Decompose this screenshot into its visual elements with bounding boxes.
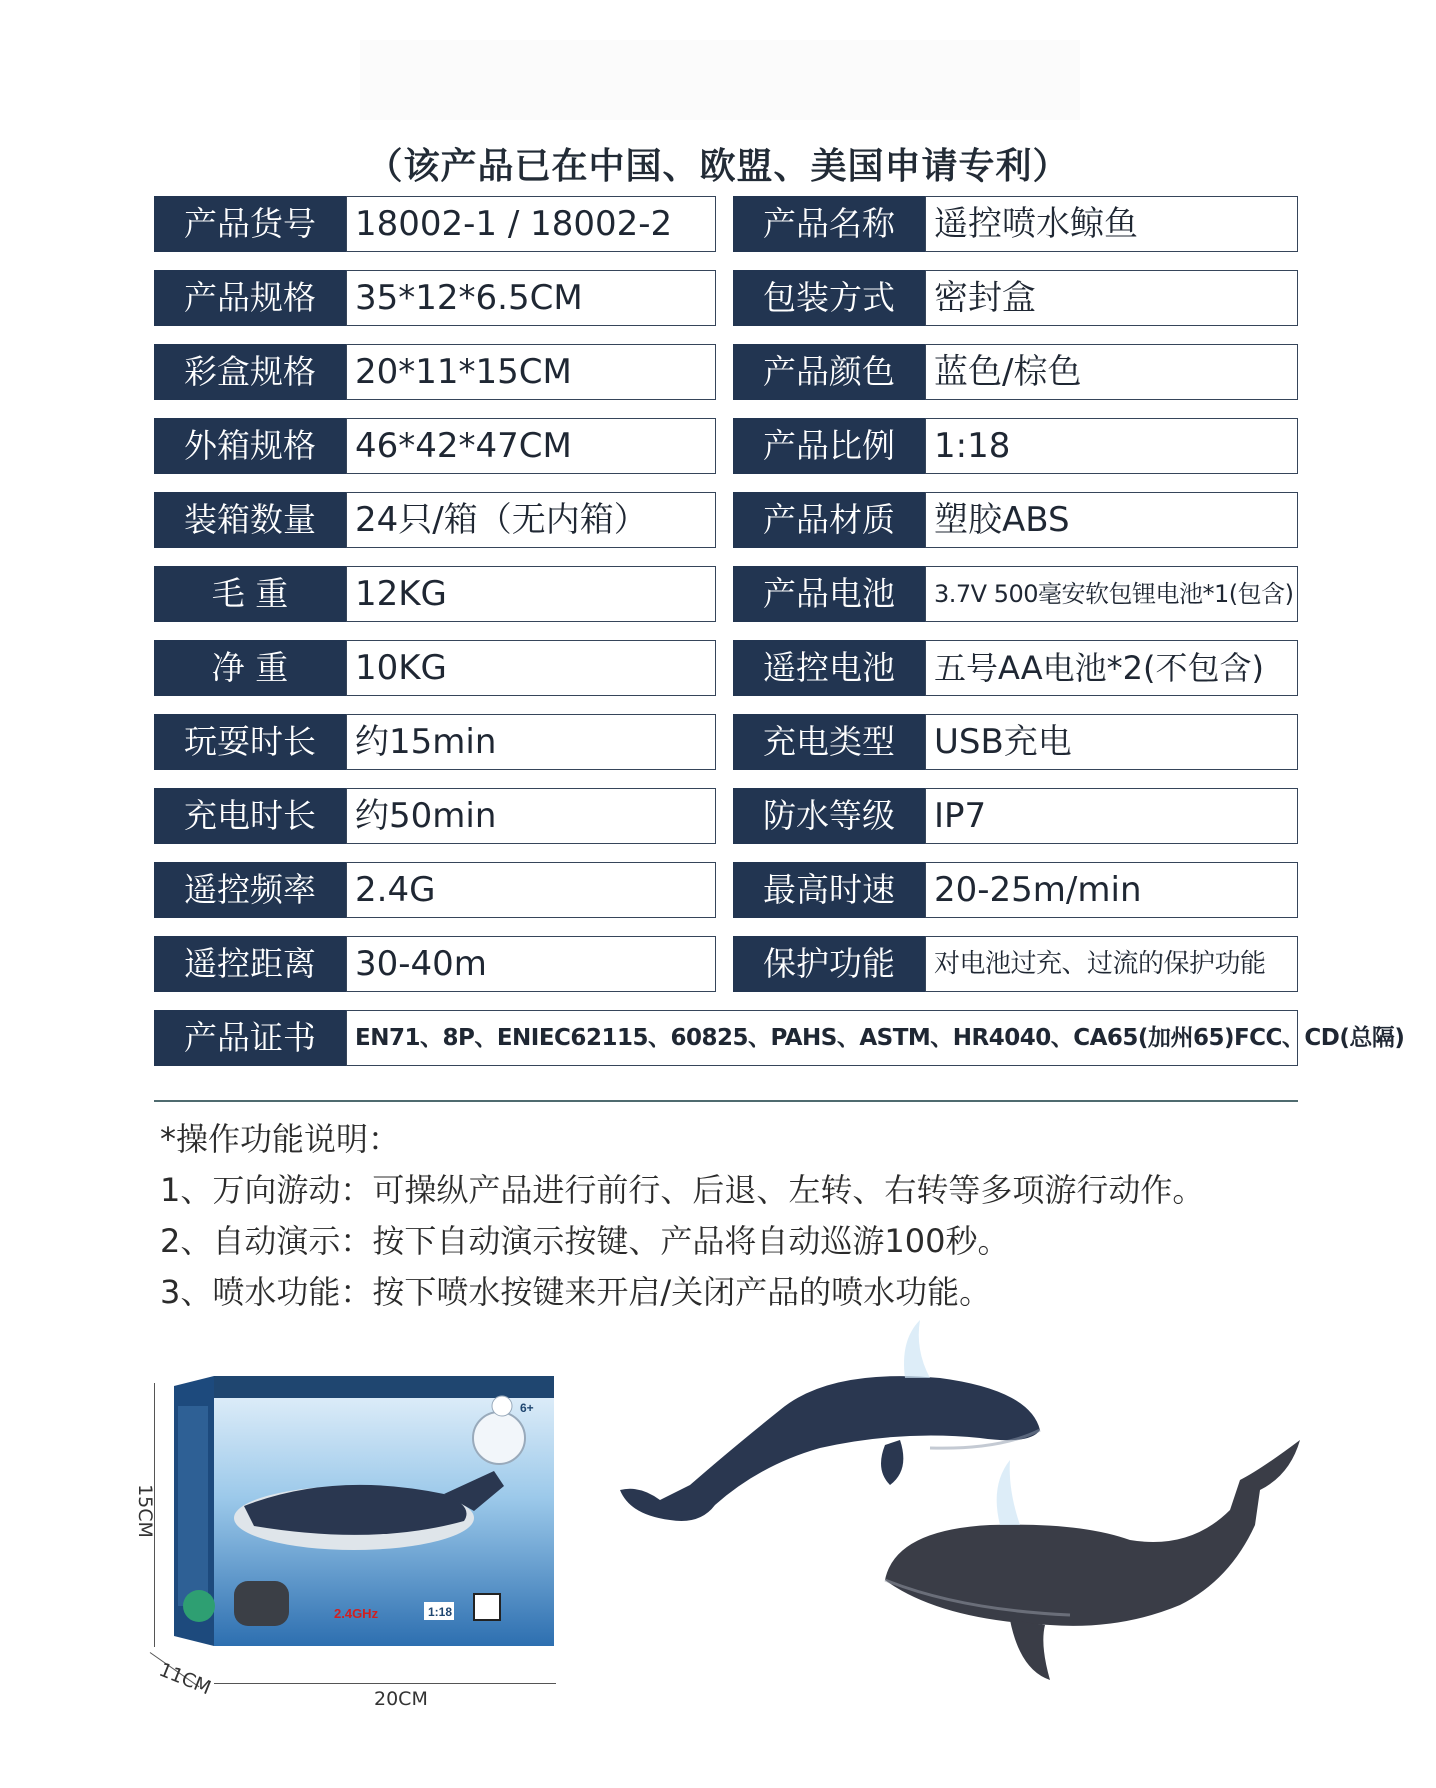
- spec-row: [154, 936, 1298, 992]
- brown-whale-image: [880, 1430, 1320, 1710]
- spec-cell: [154, 270, 716, 326]
- spec-cell: [733, 344, 1298, 400]
- spec-cell: [733, 936, 1298, 992]
- spec-value: USB充电: [925, 714, 1298, 770]
- spec-label: 产品材质: [733, 492, 925, 548]
- instruction-item: 3、喷水功能：按下喷水按键来开启/关闭产品的喷水功能。: [160, 1273, 992, 1311]
- spec-row: [154, 418, 1298, 474]
- width-dimension-line: [214, 1683, 556, 1684]
- spec-value: 18002-1 / 18002-2: [346, 196, 716, 252]
- spec-label: 产品颜色: [733, 344, 925, 400]
- section-divider: [154, 1100, 1298, 1102]
- spec-cell: [733, 418, 1298, 474]
- spec-label: 包装方式: [733, 270, 925, 326]
- spec-row: [154, 270, 1298, 326]
- spec-value: 1:18: [925, 418, 1298, 474]
- instruction-item: 2、自动演示：按下自动演示按键、产品将自动巡游100秒。: [160, 1222, 1010, 1260]
- spec-value: 35*12*6.5CM: [346, 270, 716, 326]
- spec-cell: [733, 492, 1298, 548]
- spec-value: 2.4G: [346, 862, 716, 918]
- spec-value: 12KG: [346, 566, 716, 622]
- spec-value: 约15min: [346, 714, 716, 770]
- spec-value: 3.7V 500毫安软包锂电池*1(包含): [925, 566, 1298, 622]
- spec-row: [154, 714, 1298, 770]
- spec-cell: [154, 936, 716, 992]
- instructions: [160, 1114, 1310, 1318]
- spec-value: 五号AA电池*2(不包含): [925, 640, 1298, 696]
- spec-cell: [154, 714, 716, 770]
- product-box-image: [174, 1376, 554, 1646]
- spec-value: 24只/箱（无内箱）: [346, 492, 716, 548]
- spec-row: [154, 492, 1298, 548]
- spec-label: 产品证书: [154, 1010, 346, 1066]
- spec-cell: [154, 566, 716, 622]
- spec-value: 密封盒: [925, 270, 1298, 326]
- spec-cell: [154, 862, 716, 918]
- spec-label: 遥控电池: [733, 640, 925, 696]
- spec-label: 遥控距离: [154, 936, 346, 992]
- instruction-item: 1、万向游动：可操纵产品进行前行、后退、左转、右转等多项游行动作。: [160, 1171, 1205, 1209]
- spec-cell: [154, 492, 716, 548]
- spec-label: 保护功能: [733, 936, 925, 992]
- spec-cell: [154, 344, 716, 400]
- spec-row: [154, 862, 1298, 918]
- spec-cell: [154, 640, 716, 696]
- width-dimension: 20CM: [374, 1688, 428, 1710]
- spec-row: [154, 196, 1298, 252]
- spec-label: 净 重: [154, 640, 346, 696]
- spec-row: [154, 566, 1298, 622]
- spec-cell: [733, 640, 1298, 696]
- certificate-value: EN71、8P、ENIEC62115、60825、PAHS、ASTM、HR4040、CA65(加州65)FCC、CD(总隔): [346, 1010, 1298, 1066]
- spec-label: 防水等级: [733, 788, 925, 844]
- instructions-title: *操作功能说明：: [160, 1120, 401, 1158]
- spec-label: 产品比例: [733, 418, 925, 474]
- spec-cell: [733, 566, 1298, 622]
- spec-row: [154, 788, 1298, 844]
- patent-note: （该产品已在中国、欧盟、美国申请专利）: [366, 146, 1070, 187]
- spec-cell: [733, 270, 1298, 326]
- spec-label: 产品名称: [733, 196, 925, 252]
- spec-label: 充电时长: [154, 788, 346, 844]
- spec-label: 最高时速: [733, 862, 925, 918]
- spec-value: 46*42*47CM: [346, 418, 716, 474]
- spec-row: [154, 640, 1298, 696]
- spec-cell: [733, 714, 1298, 770]
- spec-value: 蓝色/棕色: [925, 344, 1298, 400]
- spec-value: 30-40m: [346, 936, 716, 992]
- spec-label: 产品规格: [154, 270, 346, 326]
- depth-dimension: 11CM: [155, 1658, 215, 1700]
- spec-value: IP7: [925, 788, 1298, 844]
- spec-value: 10KG: [346, 640, 716, 696]
- height-dimension: 15CM: [133, 1484, 156, 1538]
- box-age-label: 6+: [520, 1401, 534, 1415]
- spec-label: 遥控频率: [154, 862, 346, 918]
- spec-cell: [154, 196, 716, 252]
- spec-value: 塑胶ABS: [925, 492, 1298, 548]
- header-band: [360, 40, 1080, 120]
- spec-value: 20-25m/min: [925, 862, 1298, 918]
- spec-label: 外箱规格: [154, 418, 346, 474]
- box-scale-label: 1:18: [428, 1605, 453, 1619]
- spec-cell: [733, 862, 1298, 918]
- spec-label: 充电类型: [733, 714, 925, 770]
- spec-label: 玩耍时长: [154, 714, 346, 770]
- spec-label: 产品电池: [733, 566, 925, 622]
- spec-cell: [154, 788, 716, 844]
- spec-label: 彩盒规格: [154, 344, 346, 400]
- spec-row: [154, 344, 1298, 400]
- spec-cell: [733, 788, 1298, 844]
- spec-label: 毛 重: [154, 566, 346, 622]
- certificate-row: [154, 1010, 1405, 1066]
- spec-value: 约50min: [346, 788, 716, 844]
- spec-value: 对电池过充、过流的保护功能: [925, 936, 1298, 992]
- spec-label: 产品货号: [154, 196, 346, 252]
- spec-cell: [733, 196, 1298, 252]
- spec-cell: [154, 418, 716, 474]
- spec-label: 装箱数量: [154, 492, 346, 548]
- spec-value: 20*11*15CM: [346, 344, 716, 400]
- spec-value: 遥控喷水鲸鱼: [925, 196, 1298, 252]
- box-frequency-label: 2.4GHz: [334, 1606, 379, 1621]
- spec-cell: [154, 1010, 1405, 1066]
